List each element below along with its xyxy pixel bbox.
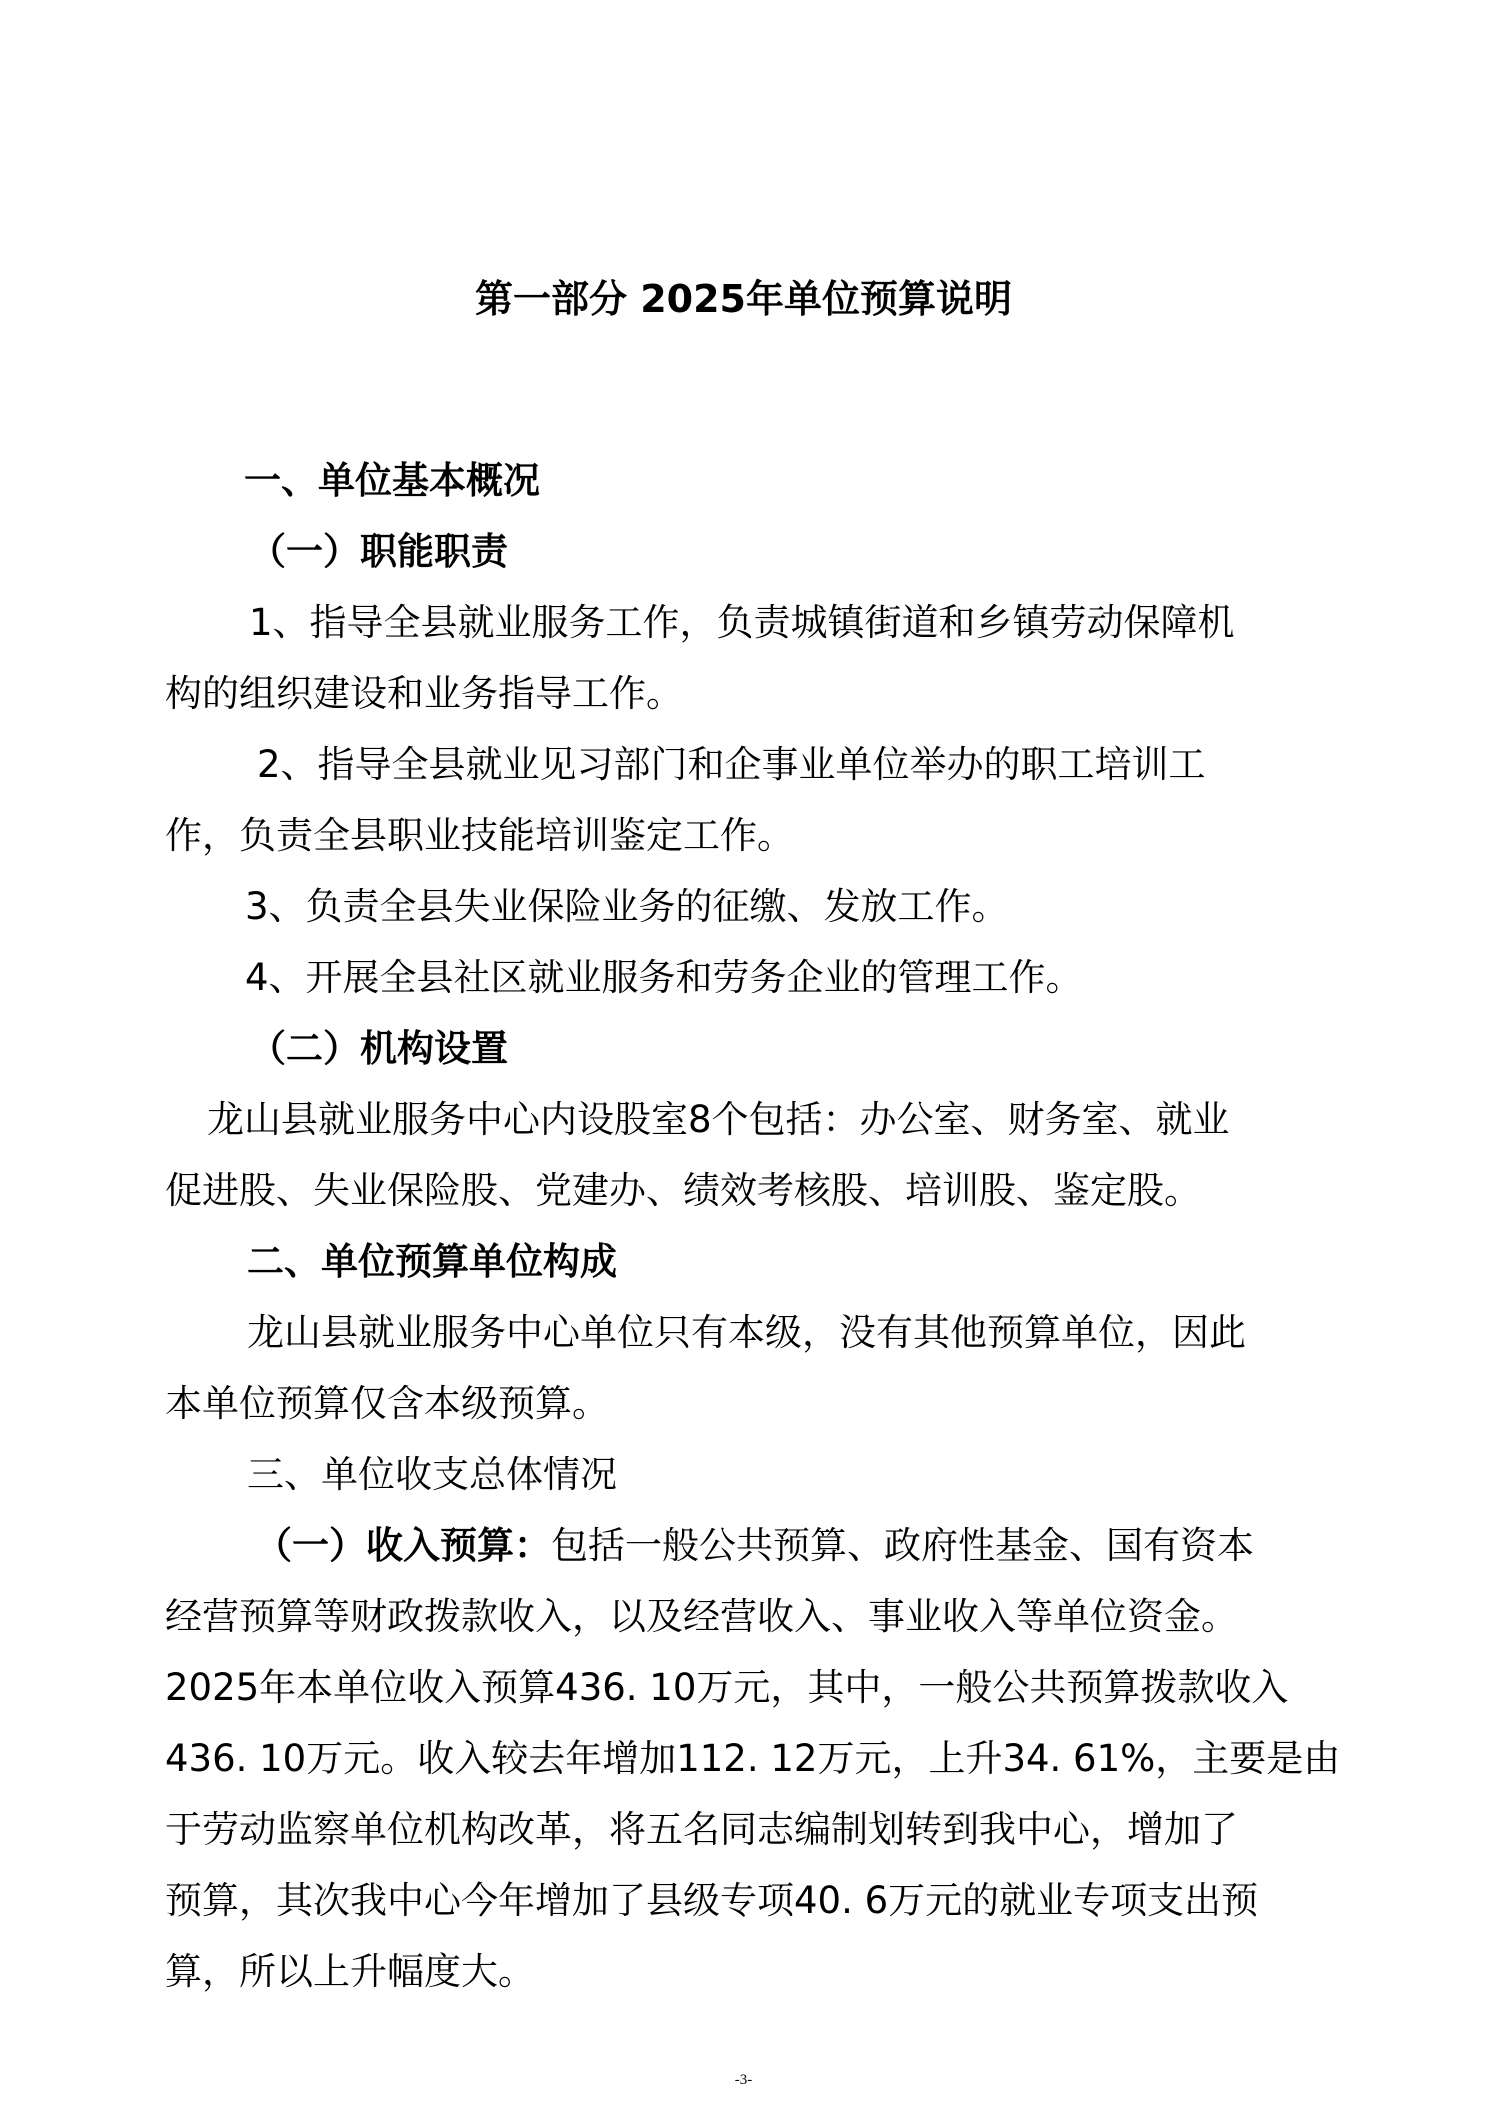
- section-2-line-2: 本单位预算仅含本级预算。: [165, 1382, 609, 1425]
- income-budget-line-1-text: 包括一般公共预算、政府性基金、国有资本: [551, 1524, 1254, 1567]
- income-budget-line-5: 于劳动监察单位机构改革，将五名同志编制划转到我中心，增加了: [165, 1808, 1238, 1851]
- duty-2-line-1: 2、指导全县就业见习部门和企事业单位举办的职工培训工: [257, 743, 1206, 786]
- section-heading-2: 二、单位预算单位构成: [247, 1240, 617, 1283]
- document-body: [165, 445, 1341, 2007]
- section-2-line-1: 龙山县就业服务中心单位只有本级，没有其他预算单位，因此: [247, 1311, 1246, 1354]
- section-heading-3: 三、单位收支总体情况: [247, 1453, 617, 1496]
- income-budget-line-1: [165, 1510, 1335, 1581]
- income-budget-line-2: 经营预算等财政拨款收入，以及经营收入、事业收入等单位资金。: [165, 1595, 1238, 1638]
- organization-line-2: 促进股、失业保险股、党建办、绩效考核股、培训股、鉴定股。: [165, 1169, 1201, 1212]
- income-budget-line-7: 算，所以上升幅度大。: [165, 1950, 535, 1993]
- section-heading-1: 一、单位基本概况: [244, 459, 540, 502]
- organization-line-1: 龙山县就业服务中心内设股室8个包括：办公室、财务室、就业: [207, 1098, 1230, 1141]
- duty-2-line-2: 作，负责全县职业技能培训鉴定工作。: [165, 814, 794, 857]
- income-budget-label: （一）收入预算：: [255, 1524, 551, 1567]
- income-budget-line-4: 436. 10万元。收入较去年增加112. 12万元，上升34. 61%，主要是由: [165, 1737, 1341, 1780]
- income-budget-line-3: 2025年本单位收入预算436. 10万元，其中，一般公共预算拨款收入: [165, 1666, 1289, 1709]
- duty-1-line-2: 构的组织建设和业务指导工作。: [165, 672, 683, 715]
- page-title: 第一部分 2025年单位预算说明: [475, 277, 1012, 321]
- duty-4: 4、开展全县社区就业服务和劳务企业的管理工作。: [245, 956, 1083, 999]
- income-budget-line-6: 预算，其次我中心今年增加了县级专项40. 6万元的就业专项支出预: [165, 1879, 1259, 1922]
- duty-3: 3、负责全县失业保险业务的征缴、发放工作。: [245, 885, 1009, 928]
- page-number: -3-: [734, 2072, 753, 2088]
- subsection-heading-duties: （一）职能职责: [249, 530, 508, 573]
- subsection-heading-organization: （二）机构设置: [249, 1027, 508, 1070]
- duty-1-line-1: 1、指导全县就业服务工作，负责城镇街道和乡镇劳动保障机: [249, 601, 1235, 644]
